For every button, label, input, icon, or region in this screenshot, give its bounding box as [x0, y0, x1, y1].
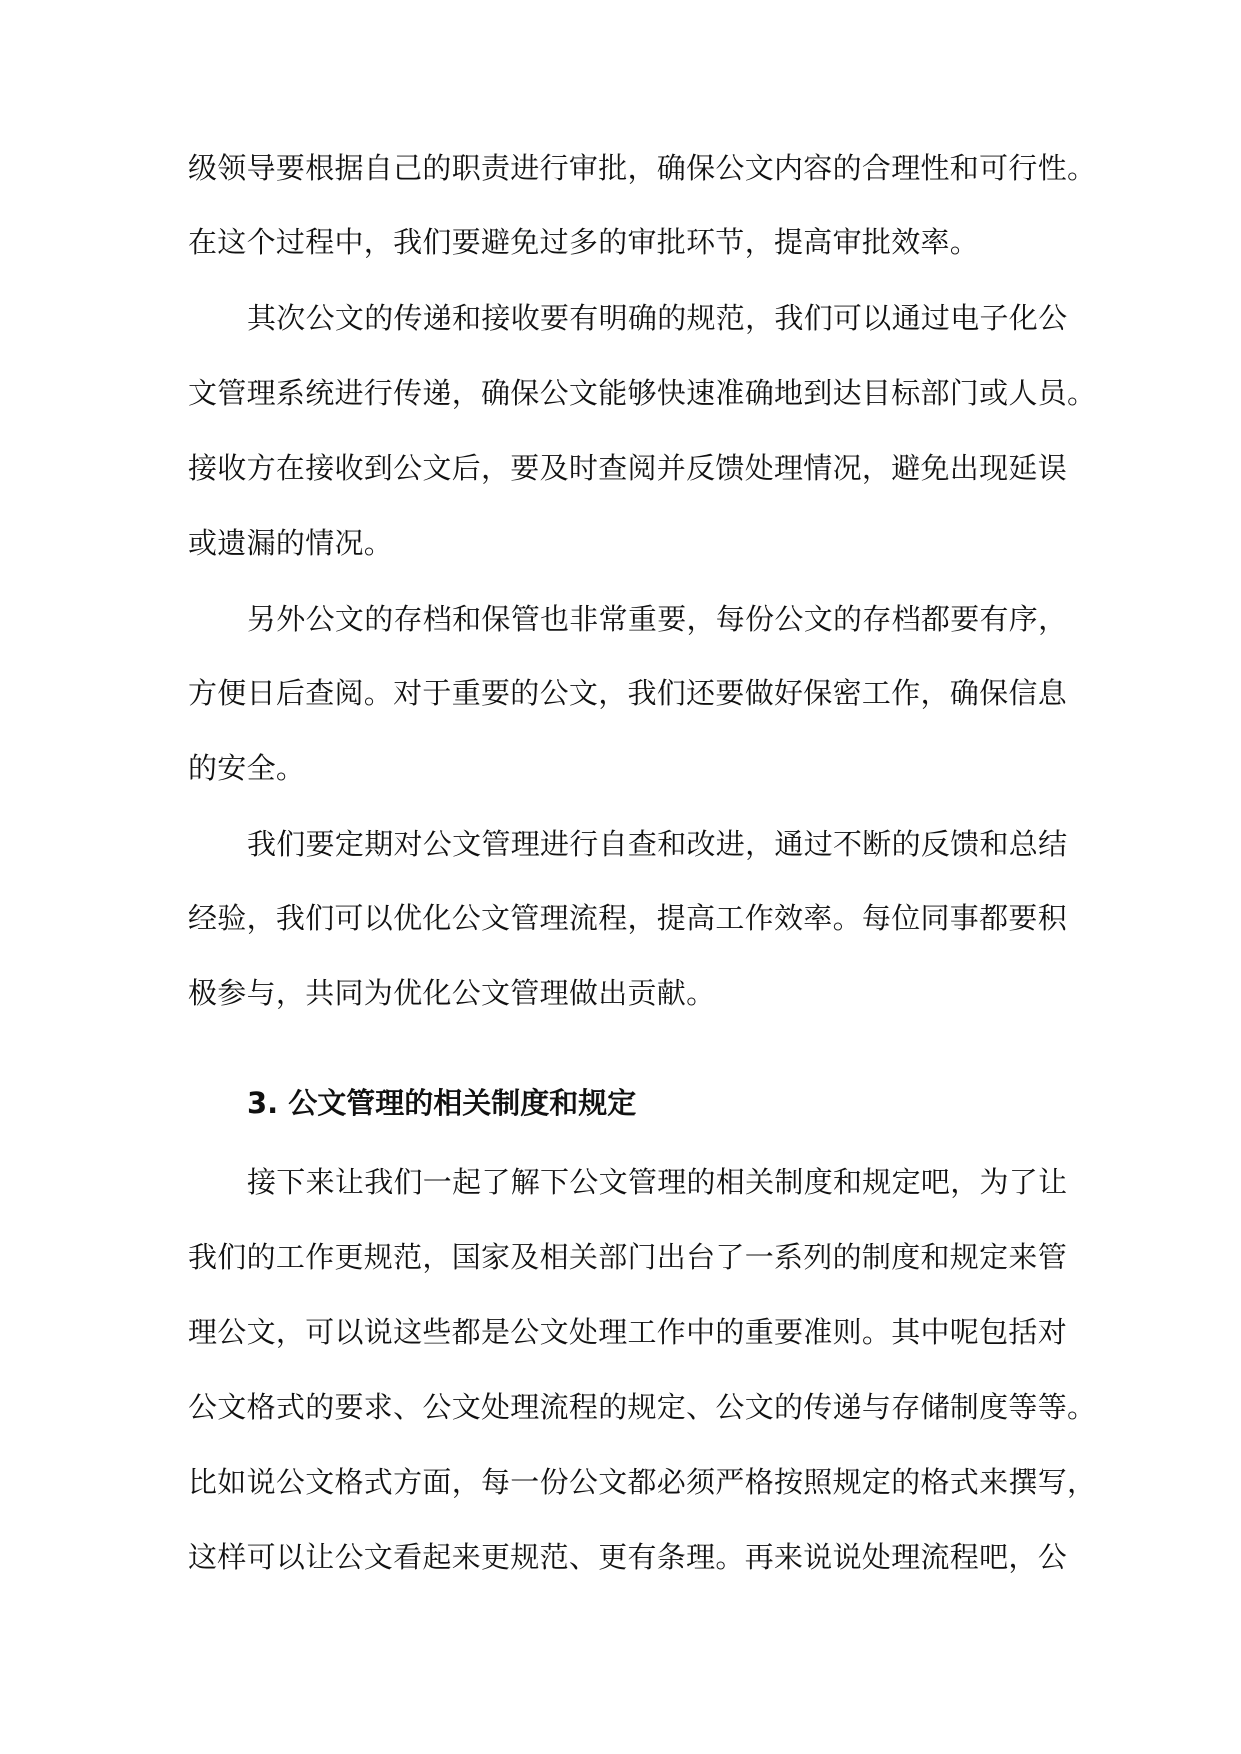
- section-heading: 3. 公文管理的相关制度和规定: [247, 1086, 637, 1120]
- paragraph-line: 这样可以让公文看起来更规范、更有条理。再来说说处理流程吧，公: [188, 1540, 1068, 1574]
- paragraph-line: 我们的工作更规范，国家及相关部门出台了一系列的制度和规定来管: [188, 1240, 1068, 1274]
- paragraph-line: 方便日后查阅。对于重要的公文，我们还要做好保密工作，确保信息: [188, 676, 1068, 710]
- paragraph-line: 接下来让我们一起了解下公文管理的相关制度和规定吧，为了让: [247, 1165, 1068, 1199]
- paragraph-line: 我们要定期对公文管理进行自查和改进，通过不断的反馈和总结: [247, 827, 1068, 861]
- paragraph-line: 的安全。: [188, 751, 306, 785]
- paragraph-line: 或遗漏的情况。: [188, 526, 394, 560]
- paragraph-line: 另外公文的存档和保管也非常重要，每份公文的存档都要有序，: [247, 602, 1068, 636]
- paragraph-line: 级领导要根据自己的职责进行审批，确保公文内容的合理性和可行性。: [188, 151, 1097, 185]
- paragraph-line: 接收方在接收到公文后，要及时查阅并反馈处理情况，避免出现延误: [188, 451, 1068, 485]
- paragraph-line: 其次公文的传递和接收要有明确的规范，我们可以通过电子化公: [247, 301, 1068, 335]
- paragraph-line: 极参与，共同为优化公文管理做出贡献。: [188, 976, 716, 1010]
- paragraph-line: 经验，我们可以优化公文管理流程，提高工作效率。每位同事都要积: [188, 901, 1068, 935]
- paragraph-line: 比如说公文格式方面，每一份公文都必须严格按照规定的格式来撰写，: [188, 1465, 1097, 1499]
- paragraph-line: 在这个过程中，我们要避免过多的审批环节，提高审批效率。: [188, 225, 980, 259]
- paragraph-line: 文管理系统进行传递，确保公文能够快速准确地到达目标部门或人员。: [188, 376, 1097, 410]
- paragraph-line: 理公文，可以说这些都是公文处理工作中的重要准则。其中呢包括对: [188, 1315, 1068, 1349]
- paragraph-line: 公文格式的要求、公文处理流程的规定、公文的传递与存储制度等等。: [188, 1390, 1097, 1424]
